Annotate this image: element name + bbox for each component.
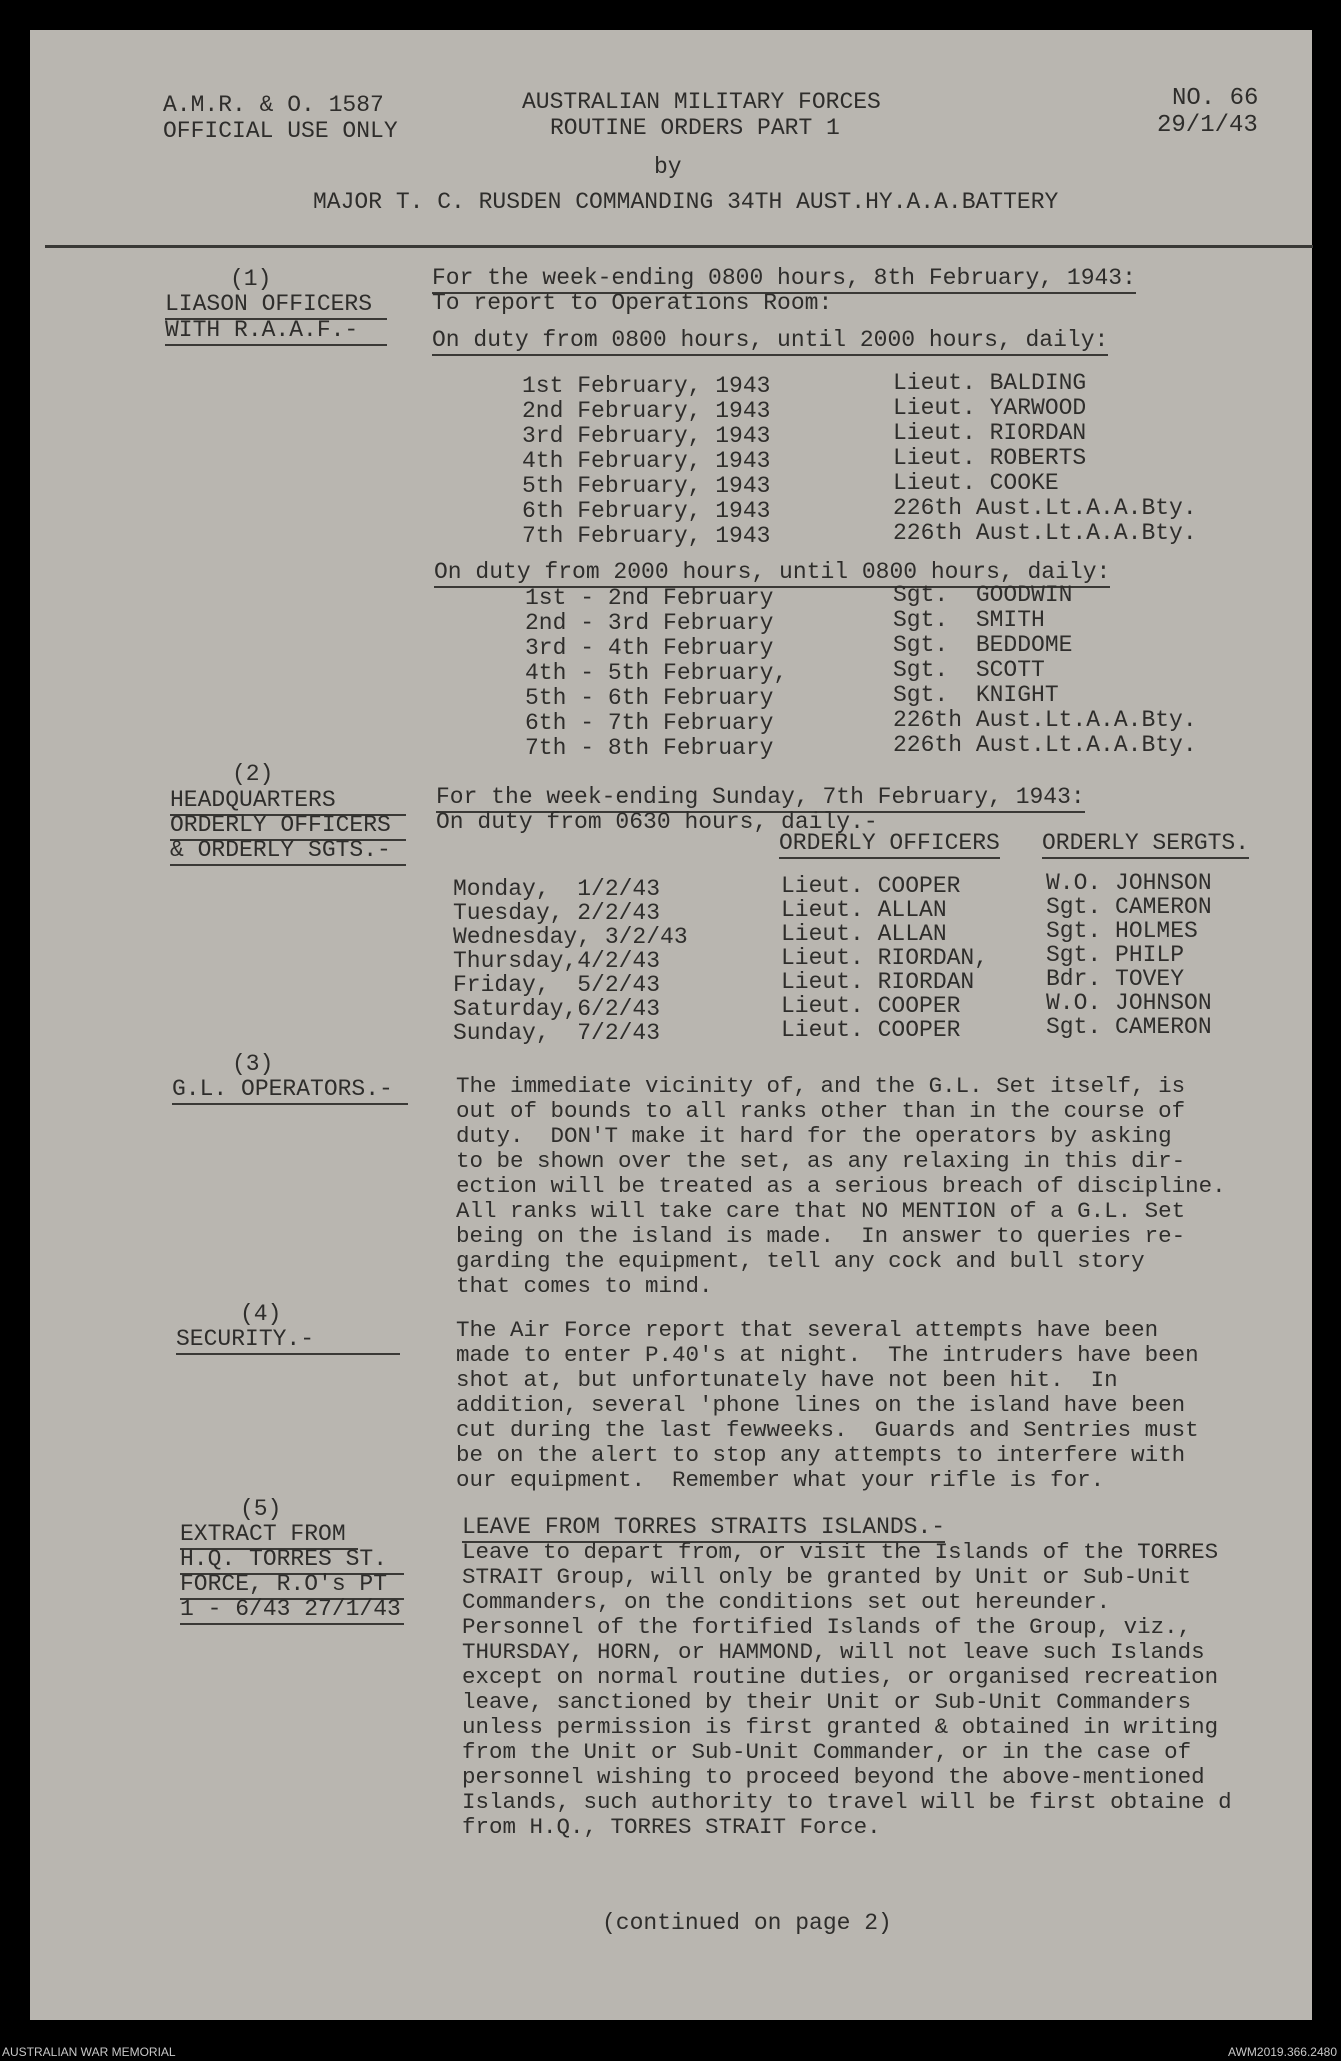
paragraph-line: leave, sanctioned by their Unit or Sub-Unit Commanders xyxy=(462,1689,1192,1715)
roster-day: Wednesday, 3/2/43 xyxy=(453,924,688,950)
s4-title: SECURITY.- xyxy=(176,1327,400,1355)
s3-number: (3) xyxy=(232,1051,274,1077)
s2-col-officers: ORDERLY OFFICERS xyxy=(779,831,1000,859)
roster-day: Saturday,6/2/43 xyxy=(453,996,661,1022)
s2-title-3: & ORDERLY SGTS.- xyxy=(170,838,406,866)
title-line-1: AUSTRALIAN MILITARY FORCES xyxy=(522,89,881,115)
roster-day: Sunday, 7/2/43 xyxy=(453,1020,661,1046)
paragraph-line: duty. DON'T make it hard for the operators by asking xyxy=(456,1123,1172,1149)
roster-day: Monday, 1/2/43 xyxy=(453,876,661,902)
s1-day-heading: On duty from 0800 hours, until 2000 hours, daily: xyxy=(432,328,1108,356)
roster-officer: Lieut. COOPER xyxy=(781,993,961,1019)
night-row-sergeant: Sgt. GOODWIN xyxy=(893,582,1073,608)
commander-line: MAJOR T. C. RUSDEN COMMANDING 34TH AUST.HY.A.A.BATTERY xyxy=(313,189,1059,215)
s5-heading: LEAVE FROM TORRES STRAITS ISLANDS.- xyxy=(462,1515,945,1543)
day-row-officer: Lieut. COOKE xyxy=(893,470,1059,496)
footer-source: AUSTRALIAN WAR MEMORIAL xyxy=(2,2045,176,2059)
s2-number: (2) xyxy=(232,761,274,787)
s3-title: G.L. OPERATORS.- xyxy=(172,1077,408,1105)
s2-title-2: ORDERLY OFFICERS xyxy=(170,813,406,841)
day-row-date: 4th February, 1943 xyxy=(522,448,771,474)
roster-sergeant: Sgt. CAMERON xyxy=(1046,1014,1212,1040)
s1-title-1: LIASON OFFICERS xyxy=(165,292,387,320)
roster-sergeant: Bdr. TOVEY xyxy=(1046,966,1185,992)
header-rule xyxy=(45,245,1313,248)
paragraph-line: to be shown over the set, as any relaxing in this dir- xyxy=(456,1148,1186,1174)
roster-officer: Lieut. RIORDAN xyxy=(781,969,975,995)
ref-number: A.M.R. & O. 1587 xyxy=(163,92,384,118)
roster-day: Thursday,4/2/43 xyxy=(453,948,661,974)
night-row-dates: 5th - 6th February xyxy=(525,685,774,711)
title-line-2: ROUTINE ORDERS PART 1 xyxy=(550,115,840,141)
day-row-officer: 226th Aust.Lt.A.A.Bty. xyxy=(893,495,1197,521)
paragraph-line: be on the alert to stop any attempts to interfere with xyxy=(456,1442,1186,1468)
s1-intro-2: To report to Operations Room: xyxy=(432,290,833,316)
roster-sergeant: W.O. JOHNSON xyxy=(1046,990,1212,1016)
roster-officer: Lieut. COOPER xyxy=(781,1017,961,1043)
paragraph-line: out of bounds to all ranks other than in the course of xyxy=(456,1098,1186,1124)
footer-accession: AWM2019.366.2480 xyxy=(1228,2045,1337,2059)
s1-intro-1: For the week-ending 0800 hours, 8th February, 1943: xyxy=(432,266,1136,294)
night-row-sergeant: Sgt. SCOTT xyxy=(893,657,1045,683)
day-row-date: 1st February, 1943 xyxy=(522,373,771,399)
day-row-date: 2nd February, 1943 xyxy=(522,398,771,424)
s1-number: (1) xyxy=(230,266,272,292)
s2-title-1: HEADQUARTERS xyxy=(170,788,406,816)
paragraph-line: Personnel of the fortified Islands of the Group, viz., xyxy=(462,1614,1192,1640)
s2-intro-2: On duty from 0630 hours, daily.- xyxy=(436,809,878,835)
s5-title-4: 1 - 6/43 27/1/43 xyxy=(180,1597,404,1625)
day-row-date: 7th February, 1943 xyxy=(522,523,771,549)
day-row-date: 6th February, 1943 xyxy=(522,498,771,524)
s5-number: (5) xyxy=(240,1496,282,1522)
paragraph-line: from H.Q., TORRES STRAIT Force. xyxy=(462,1814,881,1840)
roster-officer: Lieut. ALLAN xyxy=(781,921,947,947)
night-row-dates: 4th - 5th February, xyxy=(525,660,788,686)
paragraph-line: The immediate vicinity of, and the G.L. Set itself, is xyxy=(456,1073,1186,1099)
paragraph-line: shot at, but unfortunately have not been hit. In xyxy=(456,1367,1118,1393)
paragraph-line: Islands, such authority to travel will be first obtaine d xyxy=(462,1789,1232,1815)
roster-sergeant: Sgt. PHILP xyxy=(1046,942,1185,968)
night-row-dates: 6th - 7th February xyxy=(525,710,774,736)
paragraph-line: unless permission is first granted & obtained in writing xyxy=(462,1714,1219,1740)
continued-note: (continued on page 2) xyxy=(602,1910,892,1936)
paragraph-line: ection will be treated as a serious breach of discipline. xyxy=(456,1173,1226,1199)
night-row-sergeant: Sgt. SMITH xyxy=(893,607,1045,633)
paragraph-line: All ranks will take care that NO MENTION of a G.L. Set xyxy=(456,1198,1186,1224)
official-use: OFFICIAL USE ONLY xyxy=(163,118,398,144)
night-row-sergeant: 226th Aust.Lt.A.A.Bty. xyxy=(893,707,1197,733)
roster-officer: Lieut. ALLAN xyxy=(781,897,947,923)
paragraph-line: STRAIT Group, will only be granted by Unit or Sub-Unit xyxy=(462,1564,1192,1590)
roster-officer: Lieut. RIORDAN, xyxy=(781,945,989,971)
night-row-sergeant: 226th Aust.Lt.A.A.Bty. xyxy=(893,732,1197,758)
night-row-dates: 2nd - 3rd February xyxy=(525,610,774,636)
s2-intro-1: For the week-ending Sunday, 7th February, 1943: xyxy=(436,785,1085,813)
paragraph-line: THURSDAY, HORN, or HAMMOND, will not leave such Islands xyxy=(462,1639,1205,1665)
paragraph-line: made to enter P.40's at night. The intruders have been xyxy=(456,1342,1199,1368)
paragraph-line: personnel wishing to proceed beyond the above-mentioned xyxy=(462,1764,1205,1790)
day-row-officer: 226th Aust.Lt.A.A.Bty. xyxy=(893,520,1197,546)
night-row-dates: 3rd - 4th February xyxy=(525,635,774,661)
roster-day: Tuesday, 2/2/43 xyxy=(453,900,661,926)
s1-title-2: WITH R.A.A.F.- xyxy=(165,318,387,346)
s2-col-sergeants: ORDERLY SERGTS. xyxy=(1042,831,1249,859)
day-row-officer: Lieut. ROBERTS xyxy=(893,445,1087,471)
s4-number: (4) xyxy=(240,1301,282,1327)
night-row-sergeant: Sgt. BEDDOME xyxy=(893,632,1073,658)
paragraph-line: cut during the last fewweeks. Guards and Sentries must xyxy=(456,1417,1199,1443)
s5-title-2: H.Q. TORRES ST. xyxy=(180,1547,404,1575)
paragraph-line: garding the equipment, tell any cock and bull story xyxy=(456,1248,1145,1274)
night-row-dates: 1st - 2nd February xyxy=(525,585,774,611)
roster-day: Friday, 5/2/43 xyxy=(453,972,661,998)
order-date: 29/1/43 xyxy=(1157,112,1258,139)
paragraph-line: Commanders, on the conditions set out hereunder. xyxy=(462,1589,1111,1615)
day-row-officer: Lieut. RIORDAN xyxy=(893,420,1087,446)
paragraph-line: that comes to mind. xyxy=(456,1273,713,1299)
night-row-dates: 7th - 8th February xyxy=(525,735,774,761)
paragraph-line: from the Unit or Sub-Unit Commander, or in the case of xyxy=(462,1739,1192,1765)
s1-night-heading: On duty from 2000 hours, until 0800 hours, daily: xyxy=(434,560,1110,588)
paragraph-line: except on normal routine duties, or organised recreation xyxy=(462,1664,1219,1690)
day-row-officer: Lieut. YARWOOD xyxy=(893,395,1087,421)
order-number: NO. 66 xyxy=(1172,85,1259,112)
roster-sergeant: W.O. JOHNSON xyxy=(1046,870,1212,896)
paragraph-line: being on the island is made. In answer to queries re- xyxy=(456,1223,1186,1249)
paragraph-line: addition, several 'phone lines on the island have been xyxy=(456,1392,1186,1418)
by-text: by xyxy=(654,154,682,180)
s5-title-1: EXTRACT FROM xyxy=(180,1522,358,1550)
paragraph-line: Leave to depart from, or visit the Islands of the TORRES xyxy=(462,1539,1219,1565)
roster-sergeant: Sgt. HOLMES xyxy=(1046,918,1198,944)
roster-sergeant: Sgt. CAMERON xyxy=(1046,894,1212,920)
roster-officer: Lieut. COOPER xyxy=(781,873,961,899)
day-row-date: 3rd February, 1943 xyxy=(522,423,771,449)
day-row-date: 5th February, 1943 xyxy=(522,473,771,499)
night-row-sergeant: Sgt. KNIGHT xyxy=(893,682,1059,708)
paragraph-line: our equipment. Remember what your rifle is for. xyxy=(456,1467,1105,1493)
paragraph-line: The Air Force report that several attempts have been xyxy=(456,1317,1159,1343)
day-row-officer: Lieut. BALDING xyxy=(893,370,1087,396)
s5-title-3: FORCE, R.O's PT xyxy=(180,1572,404,1600)
